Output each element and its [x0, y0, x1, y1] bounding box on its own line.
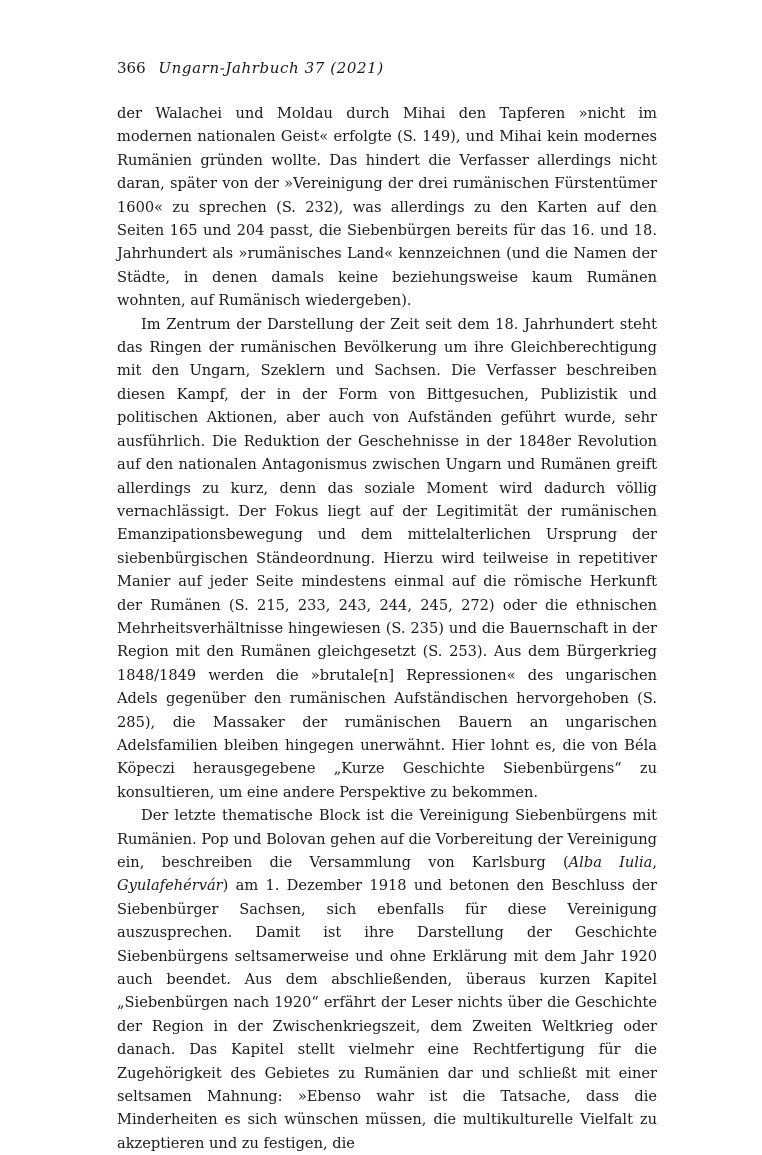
paragraph-1: der Walachei und Moldau durch Mihai den Tapferen »nicht im modernen nationalen Geist« erfolgte (S. 149), und Mihai kein modernes Rumänien gründen wollte. Das hindert die Verfasser allerdings nicht daran, später von der »Vereinigung der drei rumänischen Fürstentümer 1600« zu sprechen (S. 232), was allerdings zu den Karten auf den Seiten 165 und 204 passt, die Siebenbürgen bereits für das 16. und 18. Jahrhundert als »rumänisches Land« kennzeichnen (und die Namen der Städte, in denen damals keine beziehungsweise kaum Rumänen wohnten, auf Rumänisch wiedergeben).	[117, 105, 657, 310]
page	[117, 58, 657, 1155]
page-number: 366	[117, 59, 146, 77]
article-body	[117, 102, 657, 1155]
place-name-alba-iulia: Alba Iulia	[568, 854, 653, 871]
paragraph-2: Im Zentrum der Darstellung der Zeit seit dem 18. Jahrhundert steht das Ringen der rumänischen Bevölkerung um ihre Gleichberechtigung mit den Ungarn, Szeklern und Sachsen. Die Verfasser beschreiben diesen Kampf, der in der Form von Bittgesuchen, Publizistik und politischen Aktionen, aber auch von Aufständen geführt wurde, sehr ausführlich. Die Reduktion der Geschehnisse in der 1848er Revolution auf den nationalen Antagonismus zwischen Ungarn und Rumänen greift allerdings zu kurz, denn das soziale Moment wird dadurch völlig vernachlässigt. Der Fokus liegt auf der Legitimität der rumänischen Emanzipationsbewegung und dem mittelalterlichen Ursprung der siebenbürgischen Ständeordnung. Hierzu wird teilweise in repetitiver Manier auf jeder Seite mindestens einmal auf die römische Herkunft der Rumänen (S. 215, 233, 243, 244, 245, 272) oder die ethnischen Mehrheitsverhältnisse hingewiesen (S. 235) und die Bauernschaft in der Region mit den Rumänen gleichgesetzt (S. 253). Aus dem Bürgerkrieg 1848/1849 werden die »brutale[n] Repressionen« des ungarischen Adels gegenüber den rumänischen Aufständischen hervorgehoben (S. 285), die Massaker der rumänischen Bauern an ungarischen Adelsfamilien bleiben hingegen unerwähnt. Hier lohnt es, die von Béla Köpeczi herausgegebene „Kurze Geschichte Siebenbürgens“ zu konsultieren, um eine andere Perspektive zu bekommen.	[117, 315, 657, 801]
paragraph-3	[117, 804, 657, 1155]
journal-title: Ungarn-Jahrbuch 37 (2021)	[158, 59, 384, 77]
paragraph-3-text-after: ) am 1. Dezember 1918 und betonen den Beschluss der Siebenbürger Sachsen, sich ebenfalls für diese Vereinigung auszusprechen. Damit ist ihre Darstellung der Geschichte Siebenbürgens seltsamerweise und ohne Erklärung mit dem Jahr 1920 auch beendet. Aus dem abschließenden, überaus kurzen Kapitel „Siebenbürgen nach 1920“ erfährt der Leser nichts über die Geschichte der Region in der Zwischenkriegszeit, dem Zweiten Weltkrieg oder danach. Das Kapitel stellt vielmehr eine Rechtfertigung für die Zugehörigkeit des Gebietes zu Rumänien dar und schließt mit einer seltsamen Mahnung: »Ebenso wahr ist die Tatsache, dass die Minderheiten es sich wünschen müssen, die multikulturelle Vielfalt zu akzeptieren und zu festigen, die	[117, 877, 657, 1152]
paragraph-3-text-before: Der letzte thematische Block ist die Vereinigung Siebenbürgens mit Rumänien. Pop und Bolovan gehen auf die Vorbereitung der Vereinigung ein, beschreiben die Versammlung von Karlsburg (	[117, 807, 657, 871]
place-name-separator: ,	[652, 854, 657, 871]
place-name-gyulafehervar: Gyulafehérvár	[117, 877, 223, 895]
running-header	[117, 58, 657, 86]
